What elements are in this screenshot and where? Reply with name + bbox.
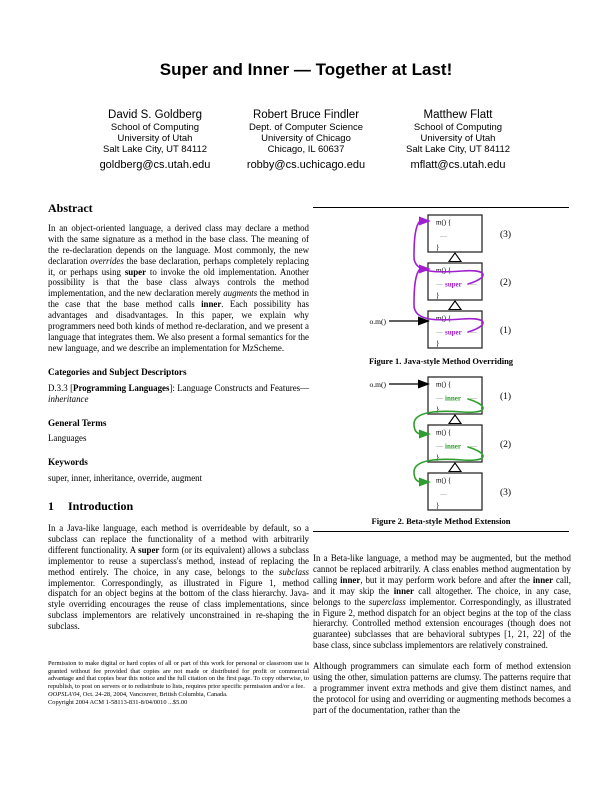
author-city: Salt Lake City, UT 84112 — [405, 144, 511, 155]
abstract-heading: Abstract — [48, 201, 93, 215]
method-body-dash: — — [436, 442, 443, 451]
author-block-flatt — [363, 110, 553, 171]
permission-notice: Permission to make digital or hard copies of all or part of this work for personal or classroom use is granted without fee provided that copies are not made or distributed for profit or commercial advantage and that copies bear this notice and the full citation on the first page. To copy otherwise, to republish, to post on servers or to redistribute to lists, requires prior specific permission and/or a fee. — [48, 660, 309, 691]
method-signature: m() { — [436, 218, 452, 227]
method-body-dash: — — [470, 328, 477, 337]
introduction-text: In a Java-like language, each method is overrideable by default, so a subclass can replace the functionality of a method with arbitrarily different functionality. A super form (or its equivalent) allows a subclass implementor to reuse a superclass's method, instead of replacing the method entirely. The choice, in any case, belongs to the subclass implementor. Correspondingly, as illustrated in Figure 1, method dispatch for an object begins at the bottom of the class hierarchy. Java-style overriding encourages the reuse of class implementations, since subclass implementors are relatively unconstrained in re-shaping the subclass. — [48, 523, 309, 632]
permission-block — [48, 660, 309, 706]
method-body-dash: — — [470, 442, 477, 451]
author-university: University of Utah — [420, 133, 496, 144]
author-dept: Dept. of Computer Science — [248, 122, 364, 133]
level-label: (1) — [500, 392, 512, 402]
method-close-brace: } — [436, 243, 440, 252]
author-name: Robert Bruce Findler — [252, 109, 360, 121]
author-name: David S. Goldberg — [108, 109, 202, 121]
author-email: robby@cs.uchicago.edu — [246, 159, 366, 171]
method-body-dash: — — [436, 394, 443, 403]
method-body-dash: — — [470, 280, 477, 289]
inheritance-triangle-icon — [449, 415, 461, 424]
author-email: mflatt@cs.utah.edu — [410, 159, 506, 171]
method-body-dash: — — [440, 232, 447, 241]
inner-keyword: inner — [445, 394, 461, 403]
method-close-brace: } — [436, 501, 440, 510]
general-terms-text: Languages — [48, 433, 87, 444]
although-paragraph: Although programmers can simulate each form of method extension using the other, simulation patterns are clumsy. The patterns require that a programmer invent extra methods and give them distinct names, and the protocol for using and overriding or augmenting methods becomes a part of the documentation, rather than the — [313, 661, 571, 715]
method-body-dash: — — [440, 490, 447, 499]
section-number: 1 — [48, 499, 54, 514]
paper-title: Super and Inner — Together at Last! — [159, 60, 453, 79]
method-signature: m() { — [436, 380, 452, 389]
section-title: Introduction — [68, 499, 134, 514]
keywords-text: super, inner, inheritance, override, augment — [48, 473, 203, 484]
method-close-brace: } — [436, 291, 440, 300]
author-name: Matthew Flatt — [423, 109, 493, 121]
author-university: University of Chicago — [261, 133, 351, 144]
method-signature: m() { — [436, 266, 452, 275]
figure2-caption: Figure 2. Beta-style Method Extension — [371, 516, 511, 526]
method-call-label: o.m() — [369, 380, 386, 389]
section-heading-introduction — [48, 501, 309, 512]
author-city: Salt Lake City, UT 84112 — [102, 144, 208, 155]
keywords-heading: Keywords — [48, 457, 88, 468]
method-close-brace: } — [436, 339, 440, 348]
inheritance-triangle-icon — [449, 253, 461, 262]
inner-keyword: inner — [445, 442, 461, 451]
super-keyword: super — [445, 280, 462, 289]
right-column — [313, 553, 571, 716]
inheritance-triangle-icon — [449, 463, 461, 472]
author-dept: School of Computing — [110, 122, 200, 133]
copyright-line: Copyright 2004 ACM 1-58113-831-8/04/0010 ...$5.00 — [48, 698, 188, 706]
author-dept: School of Computing — [413, 122, 503, 133]
method-signature: m() { — [436, 476, 452, 485]
level-label: (2) — [500, 440, 512, 450]
figure1-caption: Figure 1. Java-style Method Overriding — [368, 356, 514, 366]
level-label: (3) — [500, 230, 512, 240]
abstract-text: In an object-oriented language, a derived class may declare a method with the same signature as a method in the base class. The meaning of the re-declaration depends on the language. Most commonly, the new declaration overrides the base declaration, perhaps completely replacing it, or perhaps using super to invoke the old implementation. Another possibility is that the base class always controls the method implementation, and the new declaration merely augments the method in the case that the base method calls inner. Each possibility has advantages and disadvantages. In this paper, we explain why programmers need both kinds of method re-declaration, and we present a language that integrates them. We also present a formal semantics for the new language, and we describe an implementation for MzScheme. — [48, 222, 309, 353]
categories-heading: Categories and Subject Descriptors — [48, 366, 187, 377]
categories-text: D.3.3 [Programming Languages]: Language Constructs and Features—inheritance — [48, 382, 309, 404]
method-close-brace: } — [436, 453, 440, 462]
method-signature: m() { — [436, 314, 452, 323]
super-keyword: super — [445, 328, 462, 337]
author-university: University of Utah — [117, 133, 193, 144]
author-email: goldberg@cs.utah.edu — [99, 159, 211, 171]
left-column — [48, 203, 309, 632]
method-signature: m() { — [436, 428, 452, 437]
method-close-brace: } — [436, 405, 440, 414]
inheritance-triangle-icon — [449, 301, 461, 310]
method-body-dash: — — [436, 280, 443, 289]
beta-paragraph: In a Beta-like language, a method may be augmented, but the method cannot be replaced arbitrarily. A class enables method augmentation by calling inner, but it may perform work before and after the inner call, and it may skip the inner call altogether. The choice, in any case, belongs to the superclass implementor. Correspondingly, as illustrated in Figure 2, method dispatch for an object begins at the top of the class hierarchy. Controlled method extension encourages (though does not guarantee) subclasses that are behavioral subtypes [1, 21, 22] of the base class, since subclass implementors are relatively constrained. — [313, 553, 572, 651]
author-city: Chicago, IL 60637 — [267, 144, 345, 155]
figure-1-diagram — [369, 215, 514, 366]
method-body-dash: — — [436, 328, 443, 337]
general-terms-heading: General Terms — [48, 417, 107, 428]
figure-2-diagram — [370, 377, 512, 526]
level-label: (3) — [500, 488, 512, 498]
conference-info: OOPSLA'04, Oct. 24-28, 2004, Vancouver, British Columbia, Canada. — [48, 690, 228, 698]
level-label: (1) — [500, 326, 512, 336]
level-label: (2) — [500, 278, 512, 288]
method-body-dash: — — [470, 394, 477, 403]
method-call-label: o.m() — [369, 317, 386, 326]
figures-panel — [310, 200, 572, 540]
